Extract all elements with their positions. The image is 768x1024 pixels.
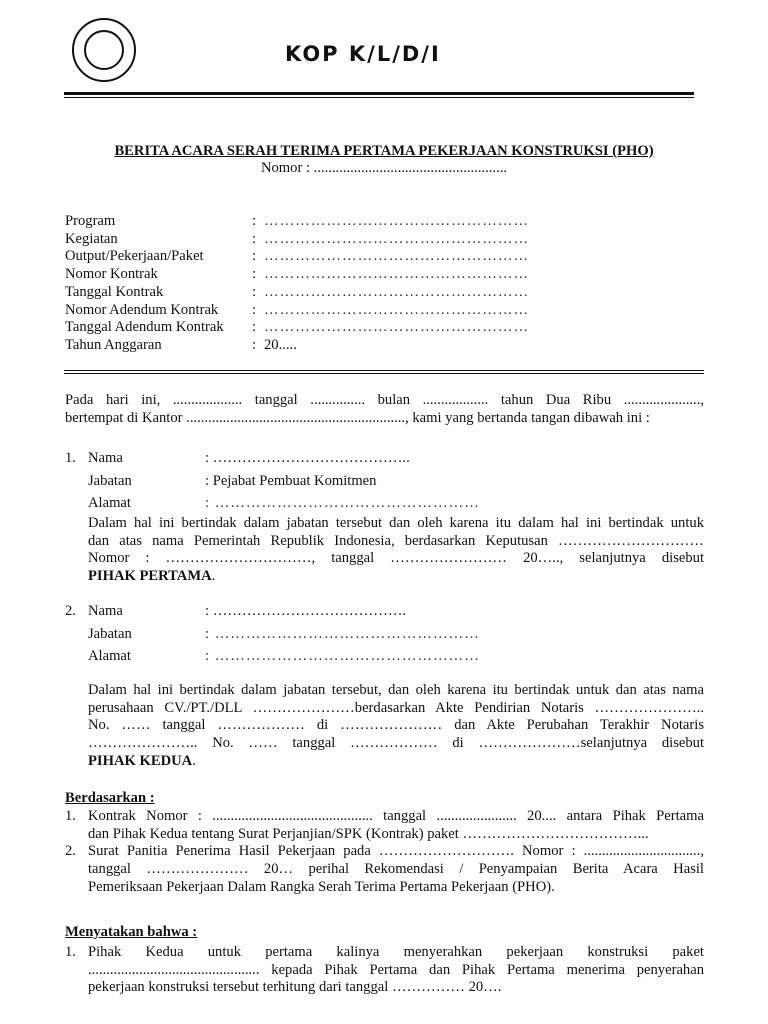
identity-row-program (65, 213, 529, 231)
statement-line: perusahaan CV./PT./DLL …………………berdasarkan Akte Pendirian Notaris ………………….. (88, 699, 704, 716)
list-number: 1. (65, 808, 76, 824)
identity-value: …………………………………………… (264, 213, 530, 229)
party-label: Alamat (88, 648, 131, 664)
identity-value: …………………………………………… (264, 230, 530, 247)
section-heading-menyatakan: Menyatakan bahwa : (65, 924, 198, 940)
statement-line: No. …… tanggal ……………… di ………………… dan Akte Perubahan Terakhir Notaris (88, 717, 704, 734)
list-line: ............................................... kepada Pihak Pertama dan Pihak Pertama menerima penyerahan (88, 961, 704, 978)
party-row (65, 645, 704, 668)
party-2-statement (88, 682, 704, 771)
party-number: 1. (65, 450, 76, 466)
party-role-line: PIHAK KEDUA. (88, 752, 196, 769)
list-line: dan Pihak Kedua tentang Surat Perjanjian/SPK (Kontrak) paket ………………………………... (88, 825, 649, 842)
party-value: : …………………………………. (205, 603, 407, 619)
list-item (65, 944, 704, 997)
party-label: Jabatan (88, 625, 132, 642)
identity-colon: : (252, 230, 257, 247)
logo-emblem (72, 18, 136, 82)
letterhead-title: KOP K/L/D/I (285, 42, 441, 66)
statement-line: Nomor : …………………………, tanggal …………………… 20….., selanjutnya disebut (88, 550, 704, 567)
party-row (65, 492, 704, 515)
identity-value: …………………………………………… (264, 248, 530, 265)
identity-colon: : (252, 319, 257, 336)
identity-row-tanggal-kontrak (65, 284, 529, 302)
identity-row-nomor-adendum (65, 302, 529, 320)
party-label: Jabatan (88, 472, 132, 489)
party-role: PIHAK KEDUA (88, 752, 193, 769)
identity-colon: : (252, 248, 257, 265)
list-item (65, 808, 704, 843)
identity-row-kegiatan (65, 231, 529, 249)
list-line: Pihak Kedua untuk pertama kalinya menyerahkan pekerjaan konstruksi paket (88, 944, 704, 960)
intro-line: bertempat di Kantor ............................................................, kami yang bertanda tangan dibawah ini : (65, 409, 650, 426)
party-value: : ………………………………….. (205, 450, 410, 466)
document-number: Nomor : ..................................................... (260, 160, 508, 176)
list-number: 1. (65, 944, 76, 960)
identity-label: Output/Pekerjaan/Paket (65, 248, 204, 265)
identity-label: Kegiatan (65, 230, 118, 247)
statement-line: Dalam hal ini bertindak dalam jabatan tersebut dan oleh karena itu dalam hal ini bertindak untuk (88, 515, 704, 531)
party-value: : …………………………………………… (205, 625, 480, 642)
identity-row-tahun-anggaran (65, 337, 529, 355)
identity-block (65, 213, 529, 355)
identity-colon: : (252, 336, 257, 353)
letterhead-rule-thick (64, 92, 694, 95)
identity-value: …………………………………………… (264, 319, 530, 336)
menyatakan-list (65, 944, 704, 997)
list-line: pekerjaan konstruksi tersebut terhitung dari tanggal …………… 20…. (88, 979, 502, 996)
party-value: : Pejabat Pembuat Komitmen (205, 472, 377, 489)
party-2-details (65, 600, 704, 668)
party-row (65, 470, 704, 493)
party-value: : …………………………………………… (205, 648, 480, 664)
party-1-statement (88, 515, 704, 586)
section-divider-bottom (64, 373, 704, 374)
party-value: : …………………………………………… (205, 495, 480, 511)
identity-row-tanggal-adendum (65, 319, 529, 337)
section-heading-berdasarkan: Berdasarkan : (65, 790, 155, 806)
identity-colon: : (252, 266, 257, 283)
identity-label: Nomor Kontrak (65, 266, 158, 283)
identity-colon: : (252, 301, 257, 318)
party-label: Nama (88, 603, 123, 619)
identity-value: 20..... (264, 336, 297, 353)
list-number: 2. (65, 843, 76, 860)
party-row (65, 447, 704, 470)
identity-value: …………………………………………… (264, 301, 530, 318)
identity-value: …………………………………………… (264, 266, 530, 283)
party-1-details (65, 447, 704, 515)
identity-label: Tahun Anggaran (65, 336, 162, 353)
identity-label: Tanggal Kontrak (65, 283, 164, 300)
intro-line: Pada hari ini, ................... tanggal ............... bulan .................. tahun Dua Ribu ....................., (65, 392, 704, 408)
party-role: PIHAK PERTAMA (88, 568, 212, 585)
list-line: Surat Panitia Penerima Hasil Pekerjaan pada ………………………. Nomor : ................................, (88, 843, 704, 860)
list-line: Pemeriksaan Pekerjaan Dalam Rangka Serah Terima Pertama Pekerjaan (PHO). (88, 878, 555, 895)
party-role-line: PIHAK PERTAMA. (88, 568, 216, 585)
party-row (65, 600, 704, 623)
identity-row-nomor-kontrak (65, 266, 529, 284)
berdasarkan-list (65, 808, 704, 897)
statement-line: dan atas nama Pemerintah Republik Indonesia, berdasarkan Keputusan ………………………… (88, 532, 704, 549)
identity-label: Nomor Adendum Kontrak (65, 301, 219, 318)
party-number: 2. (65, 603, 76, 619)
intro-paragraph (65, 392, 704, 427)
party-row (65, 623, 704, 646)
list-line: tanggal ………………… 20… perihal Rekomendasi / Penyampaian Berita Acara Hasil (88, 861, 704, 878)
identity-colon: : (252, 283, 257, 300)
identity-label: Program (65, 213, 116, 229)
party-label: Alamat (88, 495, 131, 511)
identity-colon: : (252, 213, 257, 229)
document-title: BERITA ACARA SERAH TERIMA PERTAMA PEKERJAAN KONSTRUKSI (PHO) (114, 143, 654, 159)
statement-line: Dalam hal ini bertindak dalam jabatan tersebut, dan oleh karena itu bertindak untuk dan atas nama (88, 682, 704, 698)
list-item (65, 843, 704, 896)
identity-value: …………………………………………… (264, 283, 530, 300)
identity-label: Tanggal Adendum Kontrak (65, 319, 224, 336)
list-line: Kontrak Nomor : ............................................ tanggal ...................... 20.... antara Pihak Pertama (88, 808, 704, 824)
letterhead-rule-thin (64, 97, 694, 98)
statement-line: ………………….. No. …… tanggal ……………… di …………………selanjutnya disebut (88, 735, 704, 752)
logo-inner-circle (84, 30, 124, 70)
identity-row-output (65, 248, 529, 266)
section-divider-top (64, 370, 704, 371)
party-label: Nama (88, 450, 123, 466)
